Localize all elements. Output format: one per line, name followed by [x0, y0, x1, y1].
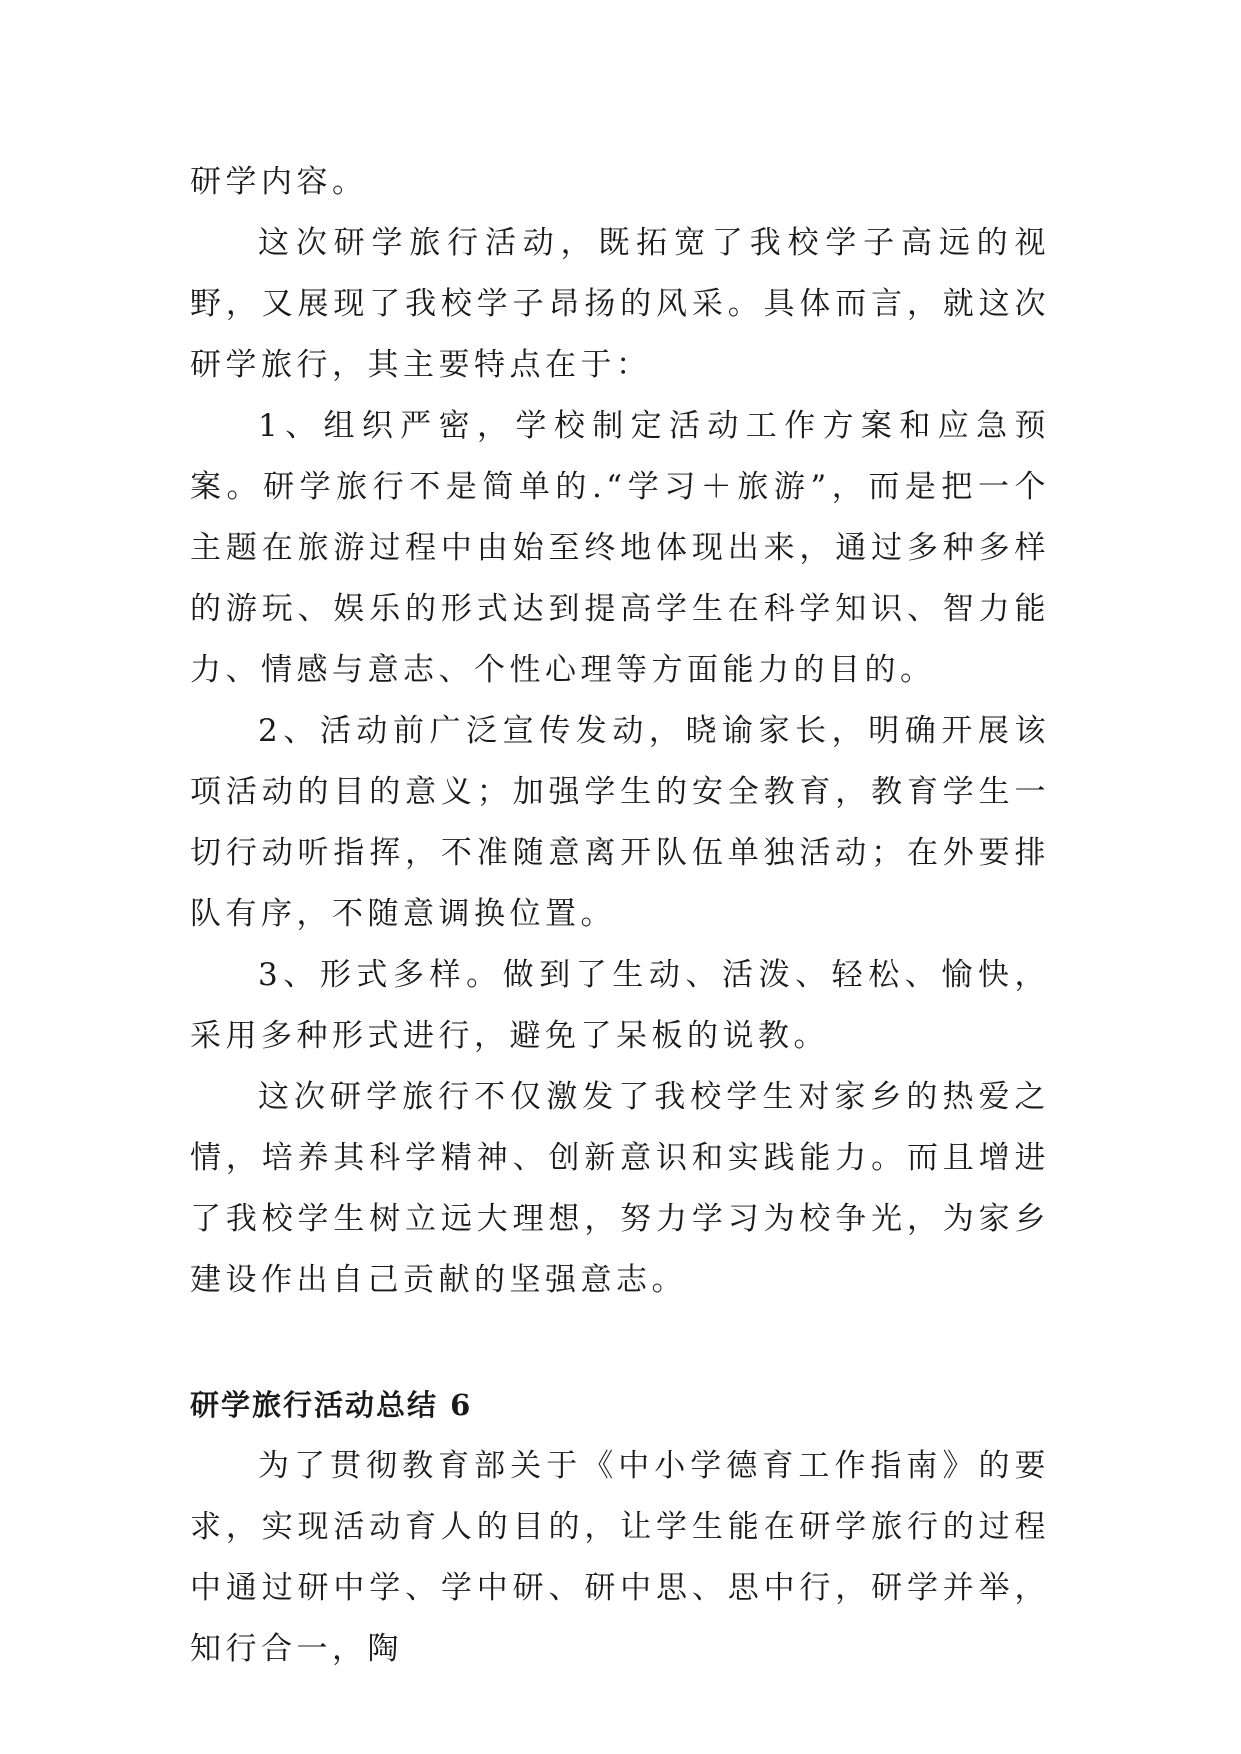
paragraph-point-3: 3、形式多样。做到了生动、活泼、轻松、愉快，采用多种形式进行，避免了呆板的说教。 [190, 957, 1050, 1054]
document-page [190, 152, 1050, 1680]
paragraph-section-intro: 为了贯彻教育部关于《中小学德育工作指南》的要求，实现活动育人的目的，让学生能在研学旅行的过程中通过研中学、学中研、研中思、思中行，研学并举，知行合一，陶 [190, 1448, 1050, 1667]
paragraph-conclusion: 这次研学旅行不仅激发了我校学生对家乡的热爱之情，培养其科学精神、创新意识和实践能力。而且增进了我校学生树立远大理想，努力学习为校争光，为家乡建设作出自己贡献的坚强意志。 [190, 1079, 1050, 1298]
paragraph-point-2: 2、活动前广泛宣传发动，晓谕家长，明确开展该项活动的目的意义；加强学生的安全教育，教育学生一切行动听指挥，不准随意离开队伍单独活动；在外要排队有序，不随意调换位置。 [190, 713, 1050, 932]
paragraph-continuation: 研学内容。 [190, 164, 368, 200]
paragraph-point-1: 1、组织严密，学校制定活动工作方案和应急预案。研学旅行不是简单的.“学习＋旅游”，而是把一个主题在旅游过程中由始至终地体现出来，通过多种多样的游玩、娱乐的形式达到提高学生在科学知识、智力能力、情感与意志、个性心理等方面能力的目的。 [190, 408, 1050, 688]
section-spacer [190, 1311, 1050, 1375]
paragraph-intro: 这次研学旅行活动，既拓宽了我校学子高远的视野，又展现了我校学子昂扬的风采。具体而言，就这次研学旅行，其主要特点在于： [190, 225, 1050, 383]
section-heading: 研学旅行活动总结 6 [190, 1388, 473, 1422]
